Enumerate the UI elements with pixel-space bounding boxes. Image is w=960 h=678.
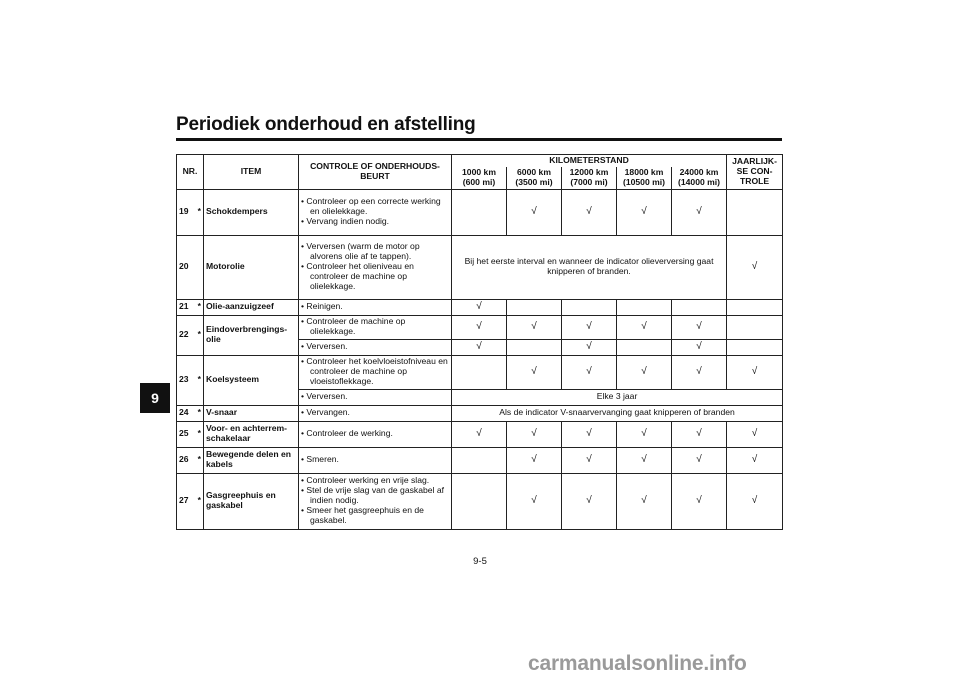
empty-cell: [452, 473, 507, 529]
check-mark: √: [452, 339, 507, 355]
asterisk-marker: *: [196, 473, 204, 529]
col-header-annual: JAARLIJK-SE CON-TROLE: [727, 155, 783, 190]
check-mark: √: [617, 189, 672, 235]
check-mark: √: [727, 447, 783, 473]
check-mark: √: [617, 473, 672, 529]
check-mark: √: [507, 447, 562, 473]
col-header-km-2: 6000 km (3500 mi): [507, 167, 562, 189]
page-number: 9-5: [473, 556, 487, 567]
check-mark: √: [562, 421, 617, 447]
row-number: 23: [177, 355, 196, 405]
asterisk-marker: [196, 235, 204, 299]
col-header-kilometerstand: KILOMETERSTAND: [452, 155, 727, 167]
control-text: [299, 339, 452, 355]
control-text: [299, 315, 452, 339]
control-item: • Controleer de machine op olielekkage.: [301, 317, 449, 337]
check-mark: √: [672, 315, 727, 339]
asterisk-marker: *: [196, 421, 204, 447]
empty-cell: [727, 189, 783, 235]
control-item: • Vervang indien nodig.: [301, 217, 449, 227]
check-mark: √: [617, 447, 672, 473]
check-mark: √: [562, 339, 617, 355]
asterisk-marker: *: [196, 405, 204, 421]
watermark: carmanualsonline.info: [528, 652, 747, 675]
check-mark: √: [727, 235, 783, 299]
empty-cell: [452, 355, 507, 389]
table-row: [177, 355, 783, 389]
control-item: • Controleer op een correcte werking en olielekkage.: [301, 197, 449, 217]
check-mark: √: [562, 189, 617, 235]
row-number: 19: [177, 189, 196, 235]
check-mark: √: [672, 189, 727, 235]
control-item: • Reinigen.: [301, 302, 449, 312]
control-text: [299, 421, 452, 447]
col-header-km-1: 1000 km (600 mi): [452, 167, 507, 189]
item-name: Gasgreephuis en gaskabel: [204, 473, 299, 529]
control-item: • Verversen.: [301, 342, 449, 352]
asterisk-marker: *: [196, 299, 204, 315]
check-mark: √: [727, 355, 783, 389]
empty-cell: [617, 339, 672, 355]
table-row: [177, 447, 783, 473]
check-mark: √: [507, 189, 562, 235]
check-mark: √: [562, 315, 617, 339]
control-text: [299, 299, 452, 315]
check-mark: √: [562, 447, 617, 473]
control-item: • Smeer het gasgreephuis en de gaskabel.: [301, 506, 449, 526]
row-number: 20: [177, 235, 196, 299]
interval-note: Als de indicator V-snaarvervanging gaat knipperen of branden: [452, 405, 783, 421]
control-text: [299, 473, 452, 529]
item-name: Bewegende delen en kabels: [204, 447, 299, 473]
item-name: Koelsysteem: [204, 355, 299, 405]
empty-cell: [727, 339, 783, 355]
col-header-km-5: 24000 km (14000 mi): [672, 167, 727, 189]
row-number: 21: [177, 299, 196, 315]
check-mark: √: [672, 447, 727, 473]
control-item: • Verversen.: [301, 392, 449, 402]
item-name: Eindoverbrengings-olie: [204, 315, 299, 355]
row-number: 27: [177, 473, 196, 529]
table-row: [177, 189, 783, 235]
check-mark: √: [452, 315, 507, 339]
item-name: V-snaar: [204, 405, 299, 421]
control-item: • Vervangen.: [301, 408, 449, 418]
table-row: [177, 473, 783, 529]
empty-cell: [452, 189, 507, 235]
control-item: • Controleer het koelvloeistofniveau en controleer de machine op vloeistoflekkage.: [301, 357, 449, 387]
empty-cell: [617, 299, 672, 315]
empty-cell: [507, 299, 562, 315]
table-row: [177, 235, 783, 299]
asterisk-marker: *: [196, 447, 204, 473]
control-text: [299, 189, 452, 235]
check-mark: √: [562, 473, 617, 529]
control-text: [299, 389, 452, 405]
item-name: Voor- en achterrem-schakelaar: [204, 421, 299, 447]
table-row: [177, 421, 783, 447]
col-header-item: ITEM: [204, 155, 299, 190]
check-mark: √: [672, 421, 727, 447]
col-header-nr: NR.: [177, 155, 204, 190]
control-text: [299, 405, 452, 421]
table-row: [177, 405, 783, 421]
check-mark: √: [507, 355, 562, 389]
interval-note: Bij het eerste interval en wanneer de indicator olieverversing gaat knipperen of branden.: [452, 235, 727, 299]
check-mark: √: [617, 421, 672, 447]
control-text: [299, 447, 452, 473]
table-row: [177, 299, 783, 315]
item-name: Schokdempers: [204, 189, 299, 235]
control-item: • Controleer het olieniveau en controleer de machine op olielekkage.: [301, 262, 449, 292]
control-item: • Stel de vrije slag van de gaskabel af indien nodig.: [301, 486, 449, 506]
check-mark: √: [507, 473, 562, 529]
row-number: 26: [177, 447, 196, 473]
asterisk-marker: *: [196, 315, 204, 355]
asterisk-marker: *: [196, 355, 204, 405]
check-mark: √: [672, 355, 727, 389]
chapter-tab: 9: [140, 383, 170, 413]
empty-cell: [452, 447, 507, 473]
empty-cell: [562, 299, 617, 315]
check-mark: √: [452, 299, 507, 315]
item-name: Olie-aanzuigzeef: [204, 299, 299, 315]
col-header-km-3: 12000 km (7000 mi): [562, 167, 617, 189]
item-name: Motorolie: [204, 235, 299, 299]
check-mark: √: [672, 339, 727, 355]
control-text: [299, 355, 452, 389]
check-mark: √: [617, 315, 672, 339]
page-title: Periodiek onderhoud en afstelling: [176, 114, 476, 135]
row-number: 25: [177, 421, 196, 447]
empty-cell: [727, 315, 783, 339]
check-mark: √: [727, 421, 783, 447]
empty-cell: [672, 299, 727, 315]
row-number: 22: [177, 315, 196, 355]
check-mark: √: [507, 421, 562, 447]
check-mark: √: [452, 421, 507, 447]
control-item: • Smeren.: [301, 455, 449, 465]
empty-cell: [727, 299, 783, 315]
row-number: 24: [177, 405, 196, 421]
interval-note: Elke 3 jaar: [452, 389, 783, 405]
col-header-km-4: 18000 km (10500 mi): [617, 167, 672, 189]
control-text: [299, 235, 452, 299]
col-header-controle: CONTROLE OF ONDERHOUDS-BEURT: [299, 155, 452, 190]
control-item: • Verversen (warm de motor op alvorens olie af te tappen).: [301, 242, 449, 262]
control-item: • Controleer werking en vrije slag.: [301, 476, 449, 486]
check-mark: √: [617, 355, 672, 389]
asterisk-marker: *: [196, 189, 204, 235]
check-mark: √: [507, 315, 562, 339]
empty-cell: [507, 339, 562, 355]
control-item: • Controleer de werking.: [301, 429, 449, 439]
title-rule: [176, 138, 782, 141]
header-row: [177, 155, 783, 167]
table-row: [177, 315, 783, 339]
check-mark: √: [562, 355, 617, 389]
maintenance-table: [176, 154, 783, 530]
check-mark: √: [672, 473, 727, 529]
check-mark: √: [727, 473, 783, 529]
